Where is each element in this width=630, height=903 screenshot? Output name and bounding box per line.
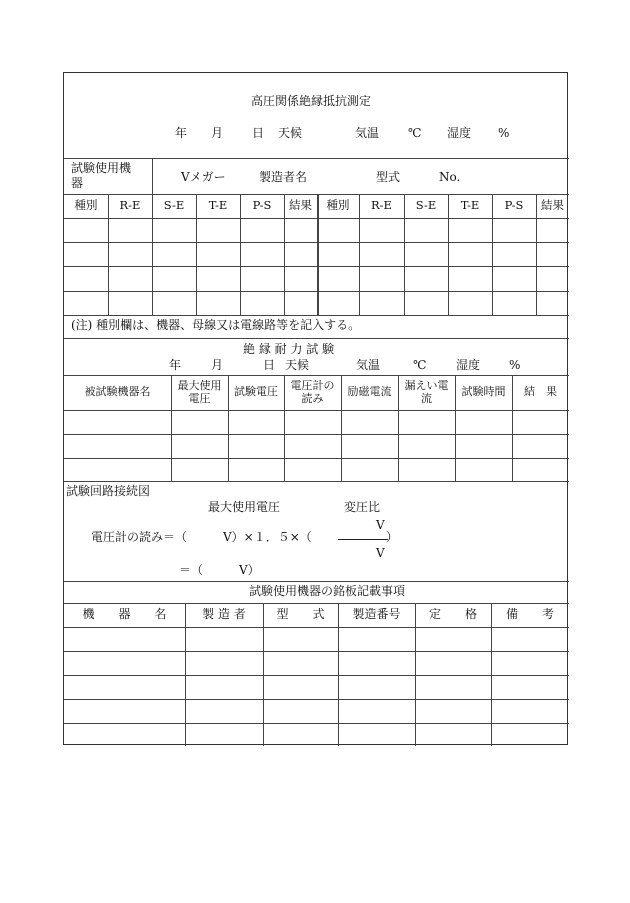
withstand-col-header-line: 電圧	[188, 391, 211, 405]
insulation-col-header: S-E	[415, 198, 437, 213]
nameplate-title: 試験使用機器の銘板記載事項	[249, 584, 406, 598]
withstand-col-header	[228, 375, 284, 410]
nameplate-col-header: 製造番号	[352, 607, 401, 622]
fraction-denominator: V	[376, 546, 385, 560]
withstand-col-header-line: 最大使用	[177, 378, 222, 392]
voltmeter-formula: 電圧計の読み＝（ V）×１．５×（	[91, 530, 312, 544]
withstand-col-header	[64, 375, 171, 410]
insulation-col-header: R-E	[371, 198, 392, 213]
withstand-date-field: ℃	[413, 358, 427, 372]
insulation-date-field: 天候	[278, 126, 303, 140]
table-row-line	[64, 434, 569, 435]
withstand-date-field: 天候	[285, 358, 310, 372]
withstand-col-header-line: 漏えい電	[404, 378, 449, 392]
instrument-field: 製造者名	[259, 170, 308, 184]
withstand-date-field: 日	[263, 358, 276, 372]
withstand-col-header-line: 被試験機器名	[84, 385, 151, 399]
nameplate-col-header: 製 造 者	[202, 607, 246, 622]
withstand-date-field: 気温	[356, 358, 381, 372]
withstand-col-header	[284, 375, 341, 410]
withstand-col-header-line: 試験電圧	[234, 385, 278, 399]
withstand-col-header	[341, 375, 398, 410]
note-top-line	[64, 315, 569, 316]
withstand-col-header-line: 読み	[301, 391, 324, 405]
insulation-col-header: T-E	[208, 198, 228, 213]
section-divider	[64, 581, 569, 582]
withstand-date-field: %	[509, 358, 521, 372]
insulation-date-field: 日	[252, 126, 265, 140]
insulation-date-field: %	[498, 126, 510, 140]
withstand-col-header-line: 結 果	[524, 385, 557, 399]
table-row-line	[64, 675, 569, 676]
fraction-bar	[338, 539, 388, 540]
withstand-col-header	[512, 375, 569, 410]
formula-close: ）	[386, 530, 399, 544]
insulation-date-field: 湿度	[447, 126, 472, 140]
nameplate-col-header: 機 器 名	[82, 607, 167, 622]
insulation-col-header: 結果	[541, 198, 564, 213]
insulation-col-header: 種別	[74, 198, 98, 213]
insulation-note: (注) 種別欄は、機器、母線又は電線路等を記入する。	[71, 318, 361, 332]
table-row-line	[64, 699, 569, 700]
nameplate-col-header: 型 式	[276, 607, 325, 622]
instrument-divider	[152, 158, 153, 194]
insulation-col-header: R-E	[119, 198, 141, 213]
withstand-col-header-line: 電圧計の	[290, 378, 335, 392]
insulation-date-field: 年	[175, 126, 188, 140]
ratio-label: 変圧比	[344, 500, 381, 514]
insulation-col-header: T-E	[460, 198, 480, 213]
table-row-line	[64, 723, 569, 724]
withstand-col-header-line: 流	[421, 391, 432, 405]
instrument-field: 型式	[376, 170, 401, 184]
max-voltage-label: 最大使用電圧	[208, 500, 281, 514]
withstand-date-field: 月	[211, 358, 224, 372]
withstand-date-field: 湿度	[456, 358, 481, 372]
table-row-line	[64, 458, 569, 459]
instrument-field: No.	[439, 170, 461, 184]
table-row-line	[64, 651, 569, 652]
withstand-col-header-line: 励磁電流	[347, 385, 392, 399]
section-divider	[64, 481, 569, 482]
section-divider	[64, 338, 569, 339]
instrument-label: 器	[71, 176, 84, 190]
withstand-col-header-line: 試験時間	[461, 385, 506, 399]
insulation-col-header: S-E	[163, 198, 185, 213]
header-bottom-line	[64, 627, 569, 628]
insulation-col-header: P-S	[504, 198, 524, 213]
insulation-date-field: 気温	[355, 126, 380, 140]
circuit-title: 試験回路接続図	[66, 484, 151, 498]
insulation-date-field: 月	[211, 126, 224, 140]
insulation-col-header: 結果	[289, 198, 312, 213]
withstand-title: 絶 縁 耐 力 試 験	[243, 342, 335, 356]
insulation-title: 高圧関係絶縁抵抗測定	[251, 94, 372, 108]
insulation-col-header: P-S	[252, 198, 272, 213]
withstand-col-header	[455, 375, 512, 410]
withstand-date-field: 年	[169, 358, 182, 372]
section-divider	[64, 158, 569, 159]
nameplate-col-header: 定 格	[428, 607, 477, 622]
instrument-field: Vメガー	[181, 170, 226, 184]
withstand-col-header	[398, 375, 455, 410]
nameplate-col-header: 備 考	[505, 607, 554, 622]
fraction-numerator: V	[376, 518, 385, 532]
insulation-col-header: 種別	[326, 198, 350, 213]
withstand-col-header	[171, 375, 228, 410]
inspection-form	[63, 72, 568, 745]
insulation-date-field: ℃	[408, 126, 422, 140]
header-bottom-line	[64, 410, 569, 411]
formula-result: ＝（ V）	[179, 563, 260, 577]
instrument-label: 試験使用機	[71, 161, 132, 175]
